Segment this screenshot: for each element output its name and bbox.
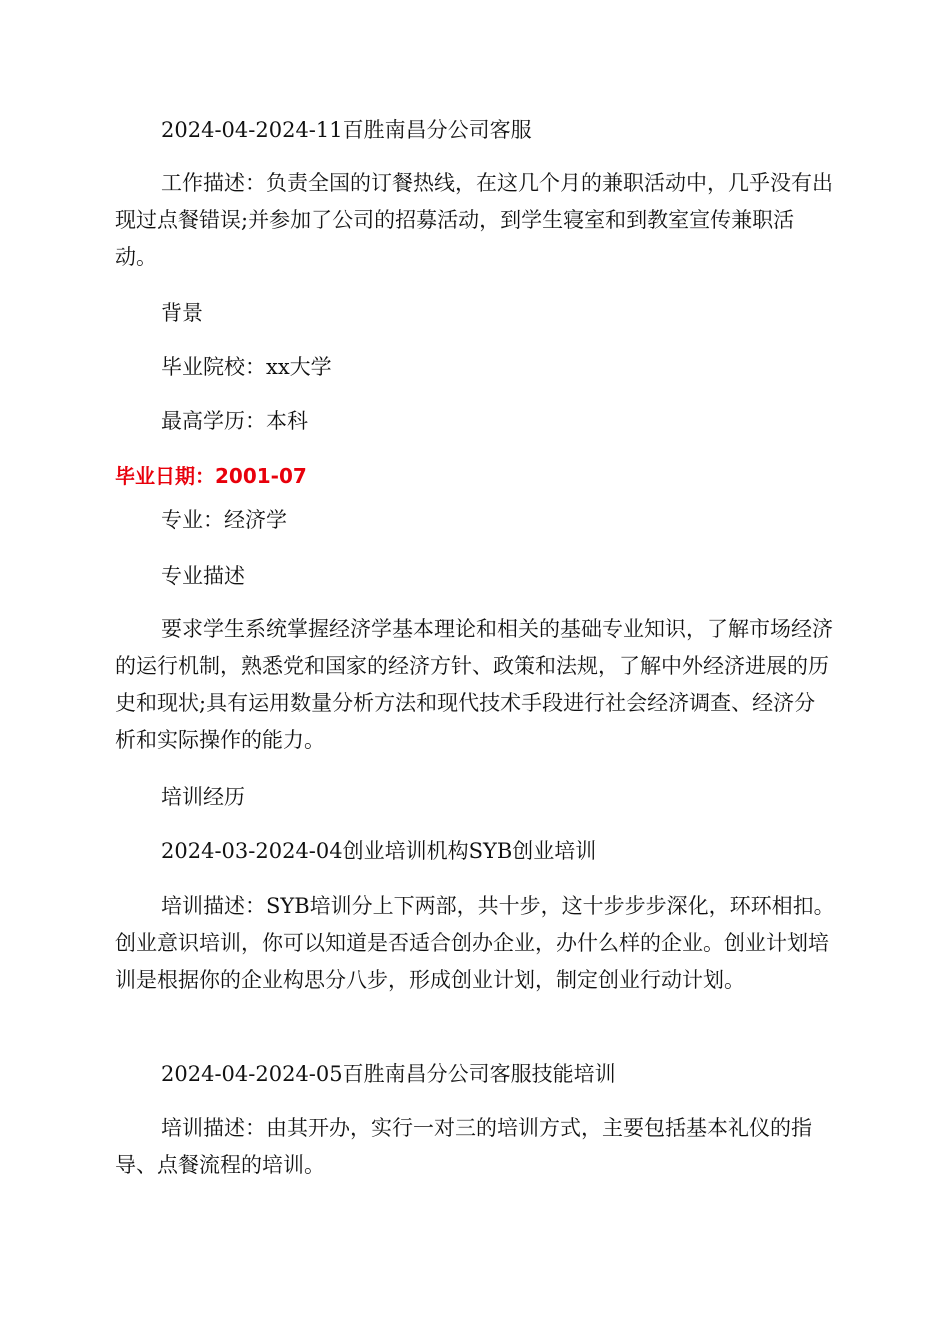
major-description: 要求学生系统掌握经济学基本理论和相关的基础专业知识，了解市场经济的运行机制，熟悉党和国家的经济方针、政策和法规，了解中外经济进展的历史和现状;具有运用数量分析方法和现代技术手段进行社会经济调查、经济分析和实际操作的能力。	[115, 617, 833, 752]
training-heading: 培训经历	[161, 785, 245, 809]
background-heading: 背景	[161, 301, 203, 325]
training1-entry: 2024-03-2024-04创业培训机构SYB创业培训	[161, 839, 597, 863]
training2-entry: 2024-04-2024-05百胜南昌分公司客服技能培训	[161, 1062, 616, 1086]
work-description: 工作描述：负责全国的订餐热线，在这几个月的兼职活动中，几乎没有出现过点餐错误;并参加了公司的招募活动，到学生寝室和到教室宣传兼职活动。	[115, 171, 833, 269]
school: 毕业院校：xx大学	[161, 355, 332, 379]
graduation-date: 毕业日期：2001-07	[115, 464, 307, 488]
training2-description: 培训描述：由其开办，实行一对三的培训方式，主要包括基本礼仪的指导、点餐流程的培训。	[115, 1116, 812, 1177]
major-description-heading: 专业描述	[161, 564, 245, 588]
training1-description: 培训描述：SYB培训分上下两部，共十步，这十步步步深化，环环相扣。创业意识培训，你可以知道是否适合创办企业，办什么样的企业。创业计划培训是根据你的企业构思分八步，形成创业计划，制定创业行动计划。	[115, 894, 835, 992]
major: 专业：经济学	[161, 508, 287, 532]
work-entry: 2024-04-2024-11百胜南昌分公司客服	[161, 118, 532, 142]
degree: 最高学历：本科	[161, 409, 308, 433]
